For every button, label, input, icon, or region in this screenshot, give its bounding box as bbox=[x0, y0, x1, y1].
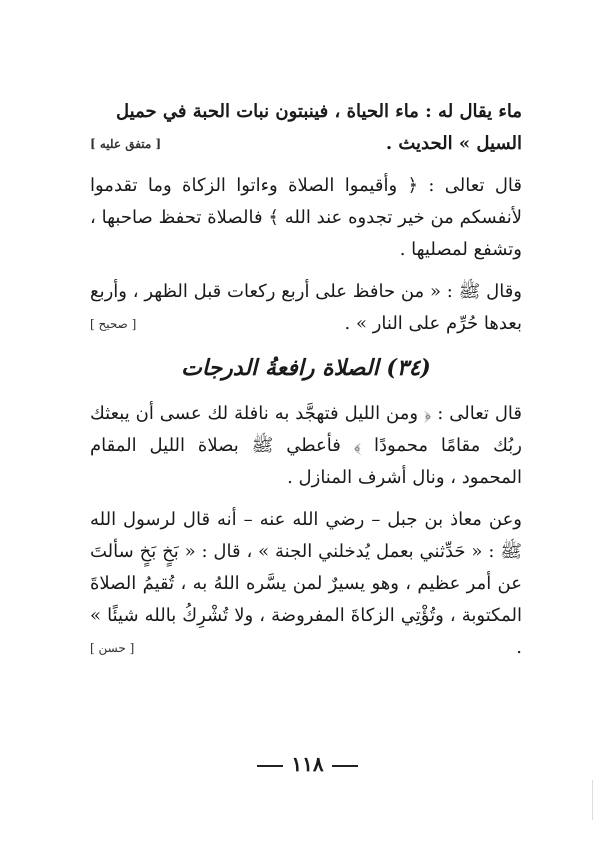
hadith-line-1: ماء يقال له : ماء الحياة ، فينبتون نبات الحبة في حميل bbox=[116, 101, 522, 122]
section-heading: (٣٤) الصلاة رافعةُ الدرجات bbox=[181, 355, 431, 381]
source-note-sahih: [ صحيح ] bbox=[90, 317, 137, 331]
page-edge-mark bbox=[592, 780, 593, 820]
page-number: ١١٨ bbox=[291, 752, 324, 776]
hadith-line-2: السيل » الحديث . bbox=[385, 133, 522, 154]
paragraph-hadith-end bbox=[90, 96, 522, 160]
page-footer bbox=[0, 752, 615, 776]
hadith-four-rakaat-text: وقال ﷺ : « من حافظ على أربع ركعات قبل الظهر ، وأربع بعدها حُرِّم على النار » . bbox=[90, 281, 522, 334]
paragraph-hadith-muadh bbox=[90, 504, 522, 664]
verse-tahajjud-text: قال تعالى : ﴿ ومن الليل فتهجَّد به نافلة لك عسى أن يبعثك ربُك مقامًا محمودًا ﴾ فأعطي ﷺ بصلاة الليل المقام المحمود ، ونال أشرف المنازل . bbox=[90, 403, 522, 488]
paragraph-verse-tahajjud bbox=[90, 398, 522, 494]
paragraph-verse-zakat bbox=[90, 170, 522, 266]
paragraph-hadith-four-rakaat bbox=[90, 276, 522, 340]
hadith-muadh-text: وعن معاذ بن جبل – رضي الله عنه – أنه قال لرسول الله ﷺ : « حَدِّثني بعمل يُدخلني الجنة » ، قال : « بَخٍ بَخٍ سألتَ عن أمر عظيم ، وهو يسيرٌ لمن يسَّره اللهُ به ، تُقيمُ الصلاةَ المكتوبة ، وتُؤْتِي الزكاةَ المفروضة ، ولا تُشْرِكُ بالله شيئًا » . bbox=[90, 509, 522, 658]
page-body bbox=[90, 96, 522, 796]
source-note-agreed: [ متفق عليه ] bbox=[90, 137, 162, 151]
footer-dash-right bbox=[332, 765, 358, 767]
footer-dash-left bbox=[257, 765, 283, 767]
verse-zakat-text: قال تعالى : ﴿ وأقيموا الصلاة وءاتوا الزكاة وما تقدموا لأنفسكم من خير تجدوه عند الله ﴾ فالصلاة تحفظ صاحبها ، وتشفع لمصليها . bbox=[90, 175, 522, 260]
source-note-hasan: [ حسن ] bbox=[90, 641, 135, 655]
